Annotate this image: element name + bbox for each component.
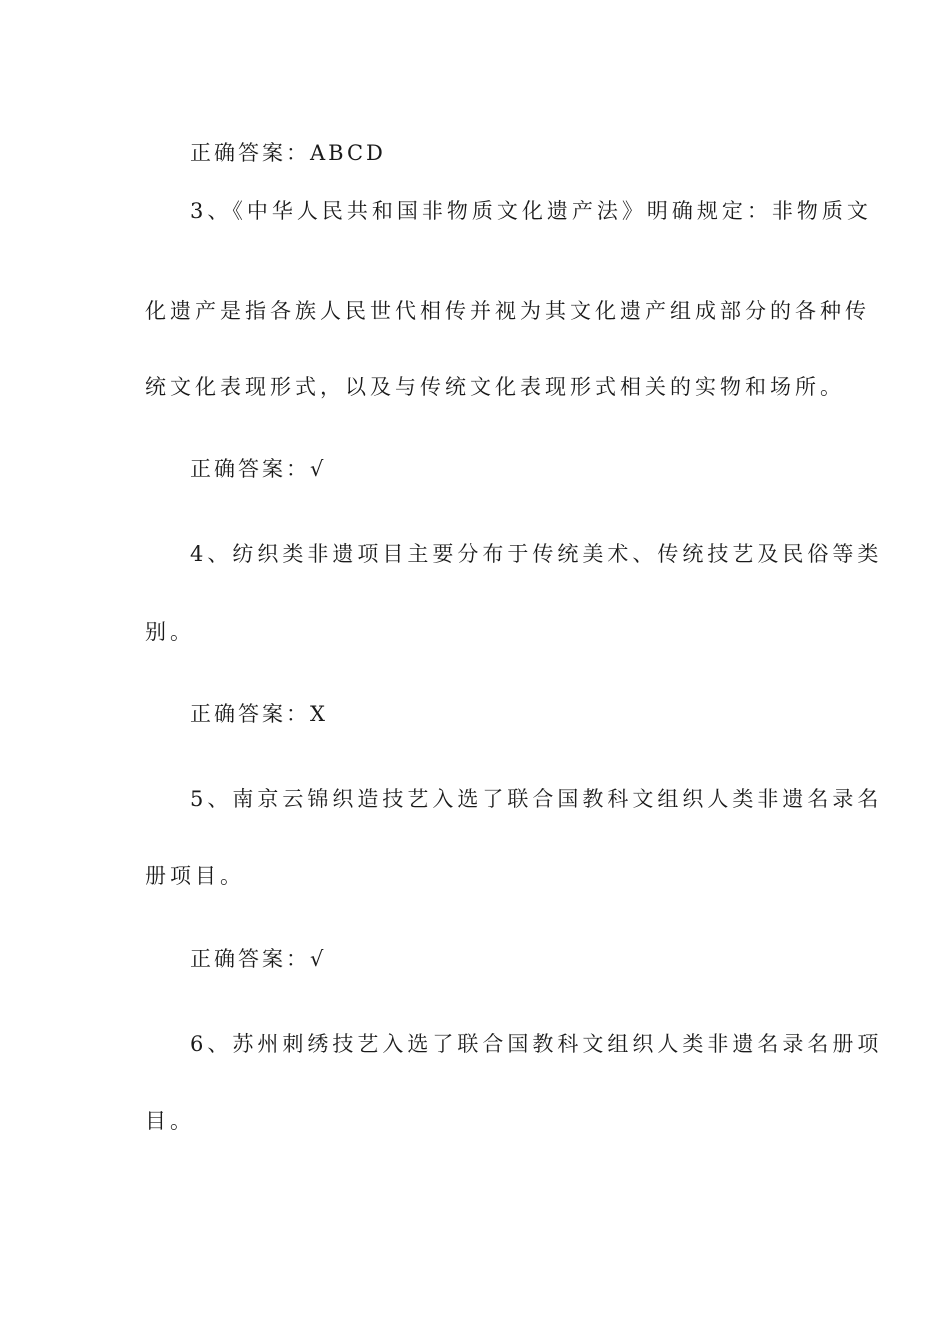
answer-line-item3: 正确答案：√ [190,457,327,481]
answer-line-item5: 正确答案：√ [190,947,327,971]
question-3-line-2: 化遗产是指各族人民世代相传并视为其文化遗产组成部分的各种传 [145,299,870,323]
question-4-line-2: 别。 [145,620,195,644]
question-3-line-1: 3、《中华人民共和国非物质文化遗产法》明确规定：非物质文 [190,199,872,223]
answer-line-item4: 正确答案：X [190,702,328,726]
question-5-line-1: 5、南京云锦织造技艺入选了联合国教科文组织人类非遗名录名 [190,787,883,811]
question-5-line-2: 册项目。 [145,864,245,888]
question-4-line-1: 4、纺织类非遗项目主要分布于传统美术、传统技艺及民俗等类 [190,542,883,566]
question-6-line-2: 目。 [145,1109,195,1133]
question-6-line-1: 6、苏州刺绣技艺入选了联合国教科文组织人类非遗名录名册项 [190,1032,883,1056]
question-3-line-3: 统文化表现形式，以及与传统文化表现形式相关的实物和场所。 [145,375,845,399]
answer-line-item2: 正确答案：ABCD [190,141,386,165]
